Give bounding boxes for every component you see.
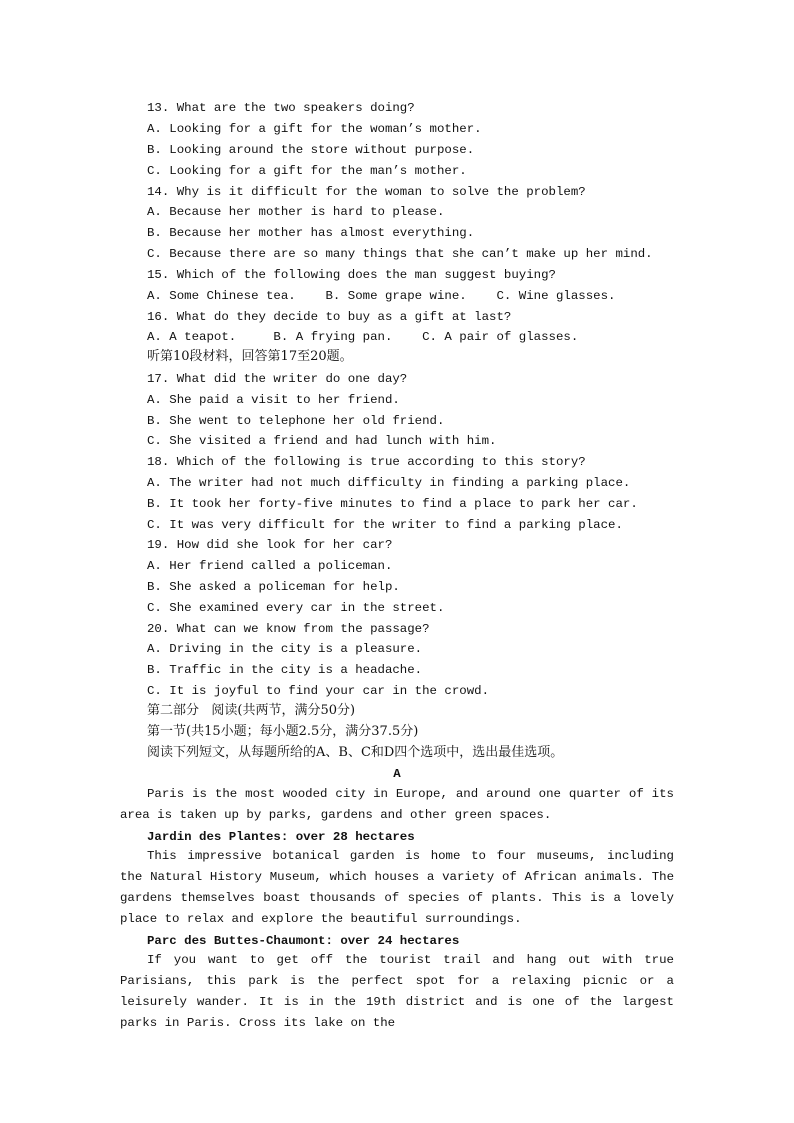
option-18b: B. It took her forty-five minutes to find a place to park her car. xyxy=(147,497,638,511)
option-20c: C. It is joyful to find your car in the crowd. xyxy=(147,684,490,698)
question-15: 15. Which of the following does the man suggest buying? xyxy=(147,268,556,282)
paragraph-jardin-des-plantes: This impressive botanical garden is home to four museums, including the Natural History Museum, which houses a variety of African animals. The gardens themselves boast thousands of species of plants. This is a lovely place to relax and explore the beautiful surroundings. xyxy=(120,849,674,926)
option-17a: A. She paid a visit to her friend. xyxy=(147,393,400,407)
option-13a: A. Looking for a gift for the woman’s mother. xyxy=(147,122,482,136)
option-20b: B. Traffic in the city is a headache. xyxy=(147,663,423,677)
option-20a: A. Driving in the city is a pleasure. xyxy=(147,642,423,656)
option-18c: C. It was very difficult for the writer to find a parking place. xyxy=(147,518,623,532)
passage-label: A xyxy=(393,767,401,781)
options-15: A. Some Chinese tea. B. Some grape wine. C. Wine glasses. xyxy=(147,289,616,303)
heading-jardin-des-plantes: Jardin des Plantes: over 28 hectares xyxy=(147,830,415,844)
option-14c: C. Because there are so many things that she can’t make up her mind. xyxy=(147,247,653,261)
option-19c: C. She examined every car in the street. xyxy=(147,601,445,615)
heading-parc-des-buttes-chaumont: Parc des Buttes-Chaumont: over 24 hectares xyxy=(147,934,460,948)
question-16: 16. What do they decide to buy as a gift at last? xyxy=(147,310,512,324)
question-19: 19. How did she look for her car? xyxy=(147,538,393,552)
option-19b: B. She asked a policeman for help. xyxy=(147,580,400,594)
option-13c: C. Looking for a gift for the man’s mother. xyxy=(147,164,467,178)
options-16: A. A teapot. B. A frying pan. C. A pair of glasses. xyxy=(147,330,579,344)
section-one-title: 第一节(共15小题；每小题2.5分，满分37.5分) xyxy=(147,724,419,739)
option-18a: A. The writer had not much difficulty in finding a parking place. xyxy=(147,476,631,490)
option-14a: A. Because her mother is hard to please. xyxy=(147,205,445,219)
question-17: 17. What did the writer do one day? xyxy=(147,372,408,386)
part-two-title: 第二部分 阅读(共两节，满分50分) xyxy=(147,703,356,718)
option-19a: A. Her friend called a policeman. xyxy=(147,559,393,573)
question-20: 20. What can we know from the passage? xyxy=(147,622,430,636)
question-14: 14. Why is it difficult for the woman to solve the problem? xyxy=(147,185,586,199)
option-13b: B. Looking around the store without purpose. xyxy=(147,143,475,157)
material-10-instruction: 听第10段材料，回答第17至20题。 xyxy=(147,349,353,364)
passage-intro: Paris is the most wooded city in Europe, and around one quarter of its area is taken up by parks, gardens and other green spaces. xyxy=(120,787,674,822)
paragraph-parc-des-buttes-chaumont: If you want to get off the tourist trail and hang out with true Parisians, this park is the perfect spot for a relaxing picnic or a leisurely wander. It is in the 19th district and is one of the largest parks in Paris. Cross its lake on the xyxy=(120,953,674,1030)
option-17c: C. She visited a friend and had lunch with him. xyxy=(147,434,497,448)
option-14b: B. Because her mother has almost everything. xyxy=(147,226,475,240)
reading-instruction: 阅读下列短文，从每题所给的A、B、C和D四个选项中，选出最佳选项。 xyxy=(147,745,564,760)
option-17b: B. She went to telephone her old friend. xyxy=(147,414,445,428)
question-13: 13. What are the two speakers doing? xyxy=(147,101,415,115)
question-18: 18. Which of the following is true according to this story? xyxy=(147,455,586,469)
